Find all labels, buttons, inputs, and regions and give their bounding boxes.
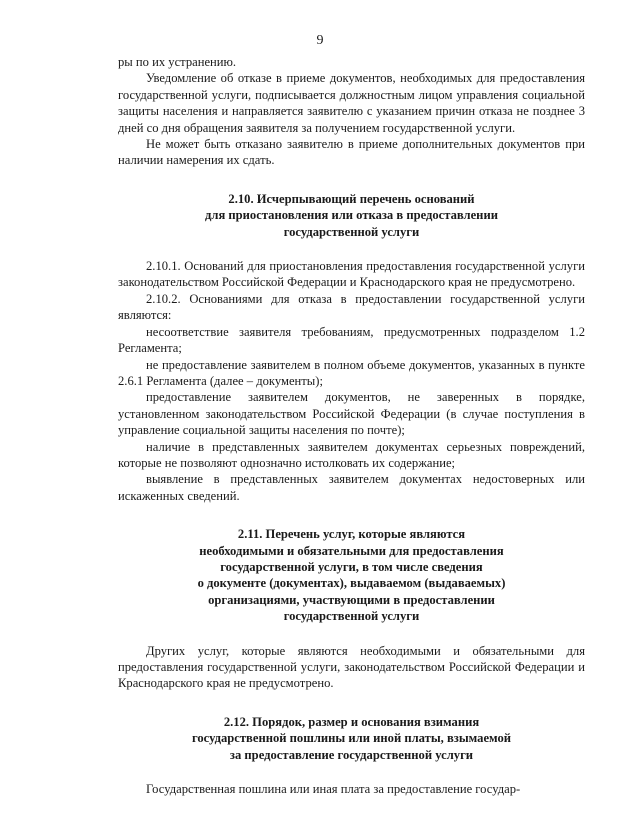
paragraph: не предоставление заявителем в полном объеме документов, указанных в пункте 2.6.1 Регламента (далее – документы); (118, 357, 585, 388)
section-heading-line: необходимыми и обязательными для предоставления (199, 543, 504, 558)
paragraph: Уведомление об отказе в приеме документов, необходимых для предоставления государственной услуги, подписывается должностным лицом управления социальной защиты населения и направляется заявителю с указанием причин отказа не позднее 3 дней со дня обращения заявителя за получением государственной услуги. (118, 71, 585, 135)
document-body (118, 54, 585, 797)
section-heading-line: 2.12. Порядок, размер и основания взимания (223, 714, 480, 729)
section-heading-line: для приостановления или отказа в предоставлении (205, 208, 498, 223)
paragraph: Других услуг, которые являются необходимыми и обязательными для предоставления государственной услуги, законодательством Российской Федерации и Краснодарского края не предусмотрено. (118, 643, 585, 691)
paragraph: 2.10.2. Основаниями для отказа в предоставлении государственной услуги являются: (118, 291, 585, 323)
section-heading-line: государственной услуги (283, 609, 420, 624)
paragraph: выявление в представленных заявителем документах недостоверных или искаженных сведений. (118, 472, 585, 503)
section-heading-line: за предоставление государственной услуги (229, 747, 474, 762)
paragraph: несоответствие заявителя требованиям, предусмотренных подразделом 1.2 Регламента; (118, 324, 585, 356)
paragraph: предоставление заявителем документов, не заверенных в порядке, установленном законодательством Российской Федерации (в случае поступления в управление социальной защиты населения по почте); (118, 390, 585, 438)
section-heading-line: государственной пошлины или иной платы, взымаемой (191, 731, 511, 746)
section-heading-line: о документе (документах), выдаваемом (выдаваемых) (197, 576, 506, 591)
section-heading-line: государственной услуги, в том числе сведения (220, 559, 483, 574)
section-heading-line: 2.10. Исчерпывающий перечень оснований (228, 191, 475, 206)
paragraph: ры по их устранению. (118, 55, 237, 69)
paragraph: Не может быть отказано заявителю в приеме дополнительных документов при наличии намерения их сдать. (118, 137, 585, 168)
section-heading-line: 2.11. Перечень услуг, которые являются (237, 527, 466, 542)
section-heading-line: организациями, участвующими в предоставлении (208, 592, 495, 607)
paragraph: наличие в представленных заявителем документах серьезных повреждений, которые не позволяют однозначно истолковать их содержание; (118, 439, 585, 470)
page-number: 9 (316, 33, 324, 48)
paragraph: Государственная пошлина или иная плата за предоставление государ- (146, 782, 521, 797)
paragraph: 2.10.1. Оснований для приостановления предоставления государственной услуги законодательством Российской Федерации и Краснодарского края не предусмотрено. (118, 259, 585, 290)
section-heading-line: государственной услуги (283, 224, 420, 239)
